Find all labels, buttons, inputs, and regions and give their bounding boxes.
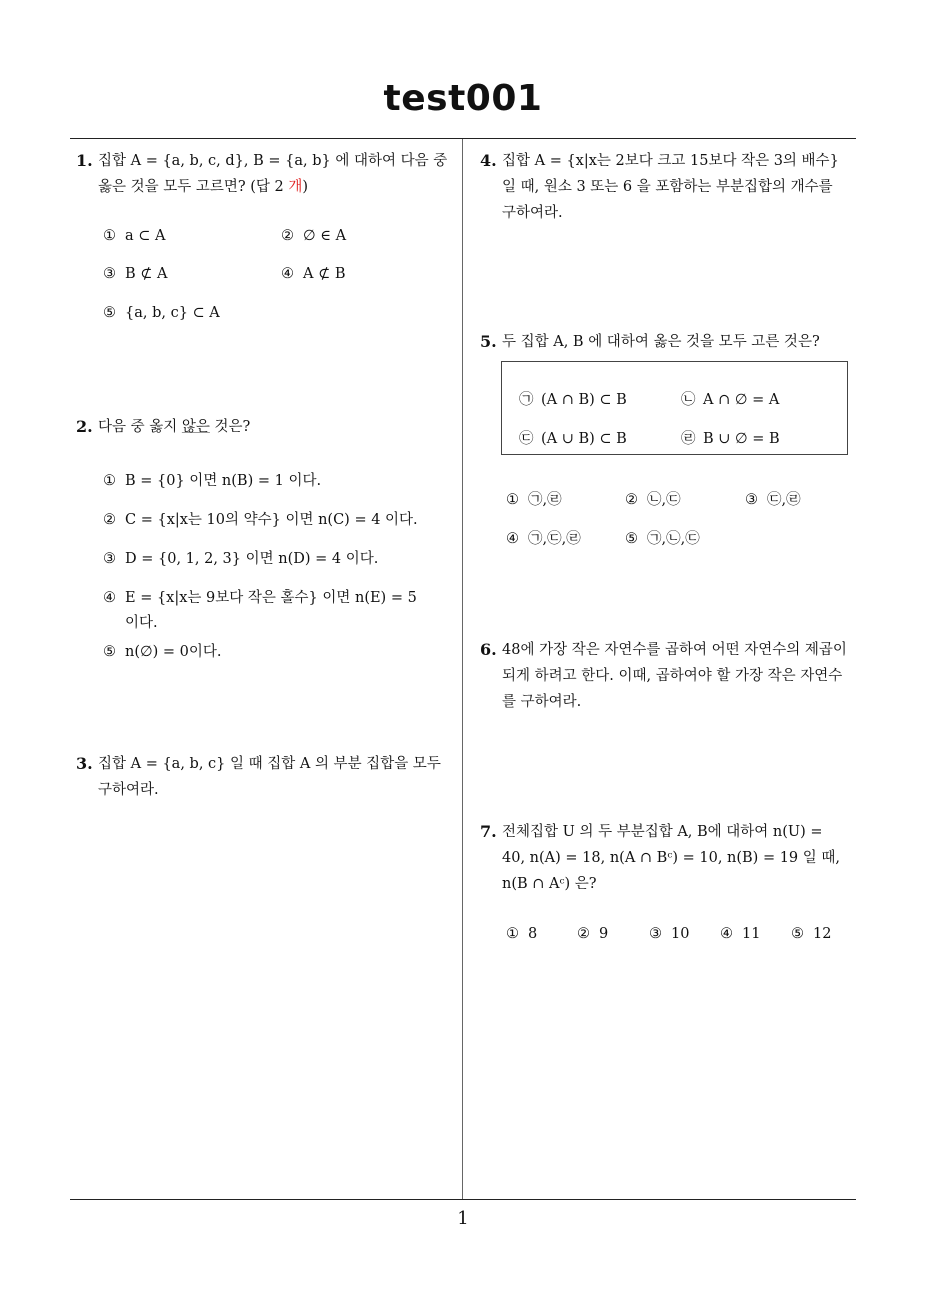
question-4 [480,148,862,226]
option-3[interactable]: ③ B ⊄ A [103,266,168,282]
question-text-line: 집합 A = {a, b, c, d}, B = {a, b} 에 대하여 다음 중 [98,153,448,169]
statement-item: ㉡ A ∩ ∅ = A [681,392,780,408]
question-number: 5. [480,332,497,351]
option-4[interactable]: ④ ㉠,㉢,㉣ [506,531,581,547]
option-4-continuation: 이다. [125,615,158,631]
statement-item: ㉠ (A ∩ B) ⊂ B [519,392,627,408]
column-divider [462,139,463,1199]
question-text-line: 를 구하여라. [502,694,582,710]
option-1[interactable]: ① a ⊂ A [103,228,166,244]
question-7 [480,819,862,897]
option-3[interactable]: ③ D = {0, 1, 2, 3} 이면 n(D) = 4 이다. [103,551,379,567]
question-text-line: 40, n(A) = 18, n(A ∩ Bᶜ) = 10, n(B) = 19 일 때, [502,850,841,866]
answer-count-highlight: 개 [288,179,303,195]
option-4[interactable]: ④ A ⊄ B [281,266,346,282]
bottom-rule [70,1199,856,1200]
question-text-line: 옳은 것을 모두 고르면? (답 2 개) [98,179,309,195]
page-title: test001 [383,78,543,119]
option-4[interactable]: ④ 11 [720,926,761,942]
page-number: 1 [457,1208,469,1229]
question-6 [480,637,862,715]
statement-item: ㉣ B ∪ ∅ = B [681,431,780,447]
option-2[interactable]: ② 9 [577,926,609,942]
question-number: 6. [480,640,497,659]
option-5[interactable]: ⑤ 12 [791,926,832,942]
top-rule [70,138,856,139]
question-number: 7. [480,822,497,841]
question-number: 1. [76,151,93,170]
statement-box [501,361,848,455]
question-text-line: 다음 중 옳지 않은 것은? [98,419,251,435]
question-text-line: 구하여라. [502,205,563,221]
option-2[interactable]: ② C = {x|x는 10의 약수} 이면 n(C) = 4 이다. [103,512,418,528]
question-number: 3. [76,754,93,773]
option-1[interactable]: ① B = {0} 이면 n(B) = 1 이다. [103,473,322,489]
question-2 [76,414,458,440]
option-4[interactable]: ④ E = {x|x는 9보다 작은 홀수} 이면 n(E) = 5 [103,590,417,606]
question-text-line: 두 집합 A, B 에 대하여 옳은 것을 모두 고른 것은? [502,334,820,350]
question-text-line: 일 때, 원소 3 또는 6 을 포함하는 부분집합의 개수를 [502,179,833,195]
option-3[interactable]: ③ 10 [649,926,690,942]
option-5[interactable]: ⑤ ㉠,㉡,㉢ [625,531,700,547]
question-5 [480,329,862,355]
option-5[interactable]: ⑤ n(∅) = 0이다. [103,644,222,660]
option-1[interactable]: ① ㉠,㉣ [506,492,562,508]
option-2[interactable]: ② ㉡,㉢ [625,492,681,508]
option-1[interactable]: ① 8 [506,926,538,942]
question-text-line: 전체집합 U 의 두 부분집합 A, B에 대하여 n(U) = [502,824,823,840]
option-5[interactable]: ⑤ {a, b, c} ⊂ A [103,305,220,321]
question-3 [76,751,458,803]
question-number: 4. [480,151,497,170]
underlined-word: 않은 [181,419,210,435]
statement-item: ㉢ (A ∪ B) ⊂ B [519,431,627,447]
option-2[interactable]: ② ∅ ∈ A [281,228,347,244]
question-text-line: 되게 하려고 한다. 이때, 곱하여야 할 가장 작은 자연수 [502,668,843,684]
question-1 [76,148,458,200]
question-text-line: n(B ∩ Aᶜ) 은? [502,876,597,892]
option-3[interactable]: ③ ㉢,㉣ [745,492,801,508]
question-text-line: 집합 A = {x|x는 2보다 크고 15보다 작은 3의 배수} [502,153,839,169]
question-text-line: 48에 가장 작은 자연수를 곱하여 어떤 자연수의 제곱이 [502,642,847,658]
question-text-line: 구하여라. [98,782,159,798]
question-number: 2. [76,417,93,436]
question-text-line: 집합 A = {a, b, c} 일 때 집합 A 의 부분 집합을 모두 [98,756,441,772]
